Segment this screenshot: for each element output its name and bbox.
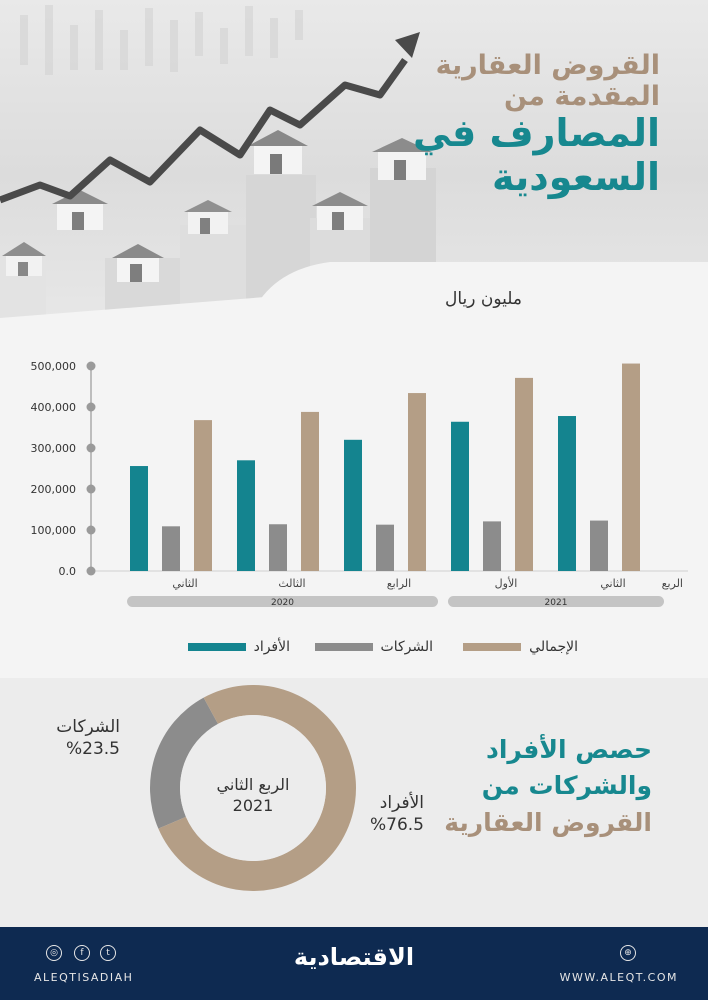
individuals-share-value: %76.5 <box>369 815 424 836</box>
bar-2-0 <box>344 440 362 571</box>
chart-legend <box>0 632 708 662</box>
bar-4-0 <box>558 416 576 571</box>
footer <box>0 927 708 1000</box>
legend-item-individuals <box>188 632 290 662</box>
companies-share-name: الشركات <box>56 717 120 737</box>
bar-3-0 <box>451 422 469 571</box>
year-group-label: 2020 <box>271 598 294 608</box>
y-tick-label: 0.0 <box>58 565 76 578</box>
shares-title <box>402 732 652 841</box>
legend-label-companies: الشركات <box>380 639 433 655</box>
unit-label: مليون ريال <box>444 289 522 309</box>
title-line: السعودية <box>491 154 660 199</box>
x-tick-label: الرابع <box>386 577 412 590</box>
y-tick-dot <box>87 567 96 576</box>
legend-swatch-individuals <box>188 643 246 651</box>
bar-3-2 <box>515 378 533 571</box>
y-tick-label: 400,000 <box>30 401 76 414</box>
individuals-share-name: الأفراد <box>379 793 424 813</box>
website-link[interactable]: WWW.ALEQT.COM <box>559 971 678 984</box>
year-group-label: 2021 <box>544 598 568 608</box>
legend-label-individuals: الأفراد <box>253 639 290 655</box>
companies-share-value: %23.5 <box>65 739 120 760</box>
y-tick-label: 500,000 <box>30 360 76 373</box>
y-tick-label: 300,000 <box>30 442 76 455</box>
shares-title-line: القروض العقارية <box>444 807 652 837</box>
bar-0-0 <box>130 466 148 571</box>
bar-1-2 <box>301 412 319 571</box>
y-tick-label: 100,000 <box>30 524 76 537</box>
x-tick-label: الأول <box>494 577 518 590</box>
legend-item-total <box>463 632 578 662</box>
y-tick-dot <box>87 444 96 453</box>
globe-icon[interactable]: ⊕ <box>620 945 636 961</box>
twitter-icon[interactable]: t <box>100 945 116 961</box>
bar-0-1 <box>162 526 180 571</box>
bar-2-2 <box>408 393 426 571</box>
donut-center-quarter: الربع الثاني <box>216 775 290 794</box>
x-tick-label: الثاني <box>172 577 198 590</box>
bar-2-1 <box>376 525 394 571</box>
bar-1-0 <box>237 460 255 571</box>
legend-swatch-companies <box>315 643 373 651</box>
title-line: القروض العقارية <box>435 50 660 81</box>
y-tick-dot <box>87 526 96 535</box>
bar-1-1 <box>269 524 287 571</box>
title-line: المقدمة من <box>503 81 660 113</box>
shares-title-line: حصص الأفراد <box>486 735 652 764</box>
bar-0-2 <box>194 420 212 571</box>
rising-arrow-icon <box>0 32 420 200</box>
legend-item-companies <box>315 632 433 662</box>
bar-4-2 <box>622 364 640 571</box>
shares-title-line: والشركات من <box>481 771 652 801</box>
donut-center-year: 2021 <box>232 796 274 815</box>
bar-4-1 <box>590 521 608 571</box>
facebook-icon[interactable]: f <box>74 945 90 961</box>
y-tick-dot <box>87 403 96 412</box>
brand-logo: الاقتصادية <box>293 943 415 971</box>
main-title <box>360 50 660 199</box>
y-tick-label: 200,000 <box>30 483 76 496</box>
y-tick-dot <box>87 362 96 371</box>
title-line: المصارف في <box>412 111 660 156</box>
y-tick-dot <box>87 485 96 494</box>
x-tick-label: الثالث <box>278 577 306 590</box>
companies-share-label <box>36 716 120 760</box>
legend-label-total: الإجمالي <box>529 639 578 655</box>
legend-swatch-total <box>463 643 521 651</box>
x-tick-label: الثاني <box>600 577 626 590</box>
social-handle[interactable]: ALEQTISADIAH <box>34 971 134 984</box>
x-axis-word: الربع <box>661 577 683 590</box>
bar-chart <box>0 340 708 620</box>
bar-3-1 <box>483 521 501 571</box>
instagram-icon[interactable]: ◎ <box>46 945 62 961</box>
background-bars-icon <box>20 5 303 75</box>
